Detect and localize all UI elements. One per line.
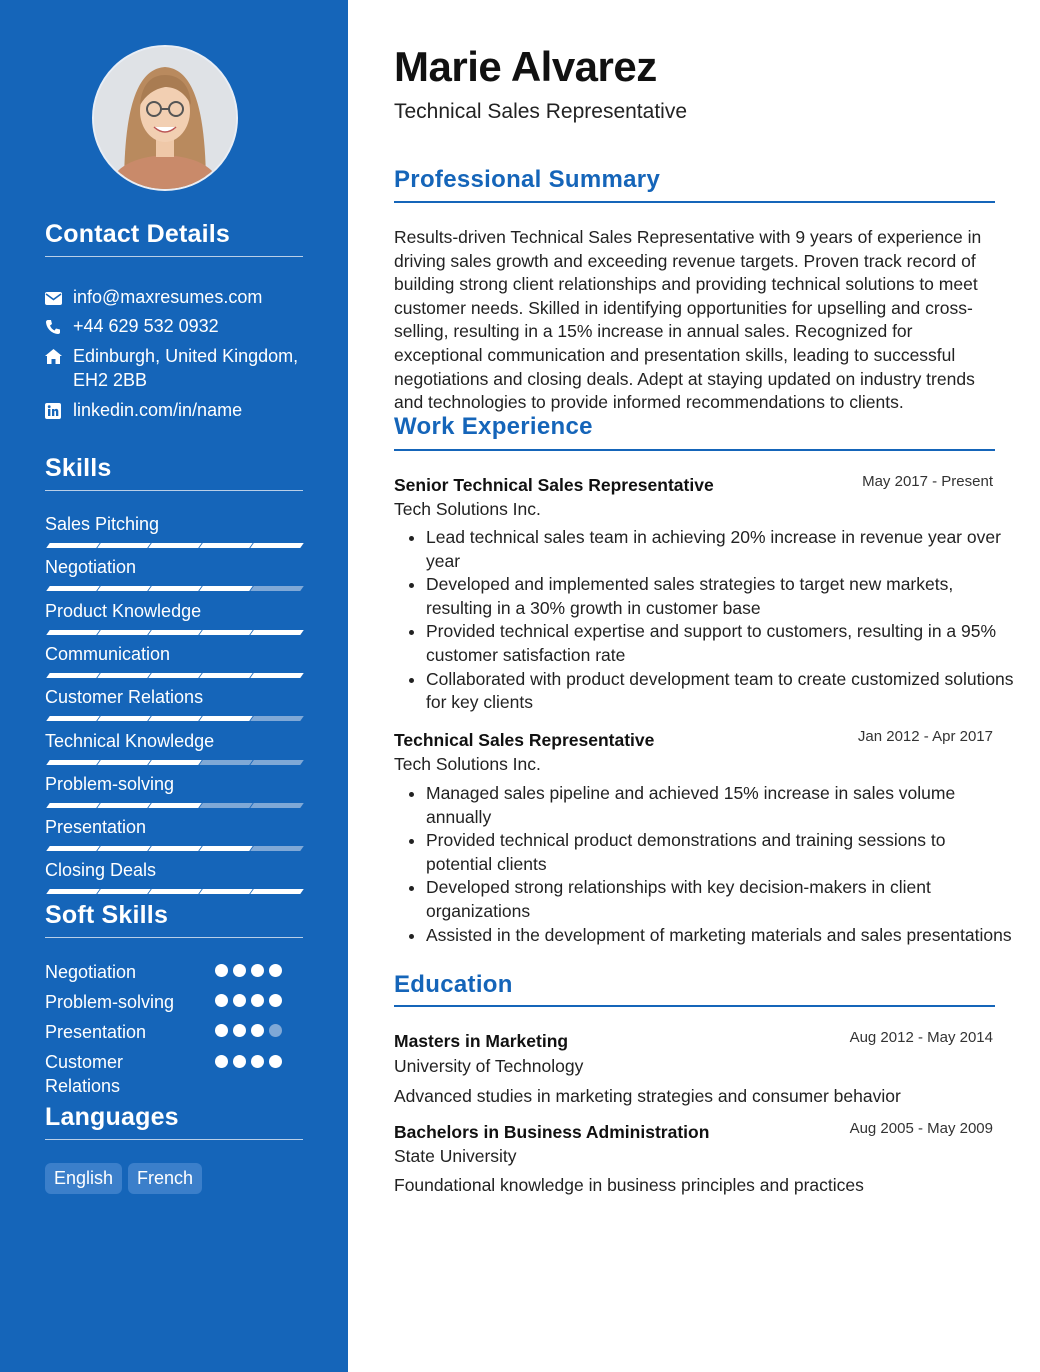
list-item: • Lead technical sales team in achieving 20% increase in revenue year over year [426,526,1016,573]
divider [394,1005,995,1007]
soft-skill-row [45,1050,195,1098]
degree-date: Aug 2012 - May 2014 [849,1029,993,1046]
degree-title: Masters in Marketing [394,1031,569,1051]
skill-level-segment [97,586,151,591]
skill-level-segment [97,846,151,851]
skill-level-segment [46,803,100,808]
skill-label: Negotiation [45,557,137,577]
contact-text: linkedin.com/in/name [73,400,243,420]
rating-dot [215,1055,228,1068]
portrait-image [94,47,236,189]
language-chip: English [45,1163,122,1194]
soft-skill-rating [215,1055,282,1068]
sidebar [0,0,348,1372]
phone-icon [45,314,73,338]
soft-skills-section-title: Soft Skills [45,901,169,929]
degree-description: Advanced studies in marketing strategies and consumer behavior [394,1086,901,1106]
soft-skill-rating [215,1024,282,1037]
contact-text: Edinburgh, United Kingdom, EH2 2BB [73,346,299,390]
rating-dot [269,1024,282,1037]
contact-email[interactable] [45,285,305,309]
job-date: May 2017 - Present [862,473,993,490]
skill-level-segment [250,846,304,851]
skill-level-segment [97,673,151,678]
school-name: State University [394,1146,517,1166]
soft-skill-label: Problem-solving [45,992,175,1012]
soft-skill-rating [215,994,282,1007]
list-item: • Managed sales pipeline and achieved 15% increase in sales volume annually [426,782,1016,829]
skill-level-segment [46,586,100,591]
divider [394,449,995,451]
candidate-role: Technical Sales Representative [394,100,687,123]
skill-label: Problem-solving [45,774,175,794]
degree-title: Bachelors in Business Administration [394,1122,710,1142]
contact-address [45,344,305,392]
divider [45,1139,303,1140]
skill-level-segment [199,586,253,591]
skill-level-segment [250,803,304,808]
skill-level-segment [199,760,253,765]
skill-level-segment [148,803,202,808]
skill-label: Presentation [45,817,147,837]
summary-section-title: Professional Summary [394,166,661,193]
contact-section-title: Contact Details [45,220,230,248]
skill-label: Sales Pitching [45,514,160,534]
skill-level-segment [97,760,151,765]
list-item: • Provided technical expertise and support to customers, resulting in a 95% customer satisfaction rate [426,620,1016,667]
skill-label: Product Knowledge [45,601,202,621]
skill-level-segment [199,846,253,851]
rating-dot [269,964,282,977]
avatar [92,45,238,191]
skill-level-segment [250,586,304,591]
linkedin-icon [45,398,73,422]
skill-level-segment [250,543,304,548]
degree-description: Foundational knowledge in business principles and practices [394,1175,864,1195]
list-item: • Provided technical product demonstrations and training sessions to potential clients [426,829,1016,876]
skill-level-segment [199,803,253,808]
skill-level-segment [148,846,202,851]
skill-level-segment [250,716,304,721]
rating-dot [215,964,228,977]
skill-level-segment [148,586,202,591]
summary-text: Results-driven Technical Sales Representative with 9 years of experience in driving sales growth and exceeding revenue targets. Proven track record of building strong client relationships and providing technical solutions to meet customer needs. Skilled in identifying opportunities for upselling and cross-selling, resulting in a 15% increase in annual sales. Recognized for exceptional communication and presentation skills, leading to successful negotiations and closing deals. Adept at staying updated on industry trends and technologies to provide informed recommendations to clients. [394,227,982,413]
contact-phone[interactable] [45,314,305,338]
skill-level-bar [45,889,303,895]
skill-level-segment [97,889,151,894]
envelope-icon [45,285,73,309]
rating-dot [215,1024,228,1037]
contact-linkedin[interactable] [45,398,305,422]
skill-level-segment [97,630,151,635]
skill-level-segment [97,803,151,808]
skill-level-bar [45,803,303,809]
job-bullets [394,782,1016,947]
skill-level-segment [46,846,100,851]
soft-skill-label: Negotiation [45,962,137,982]
skill-level-segment [46,543,100,548]
skill-label: Technical Knowledge [45,731,215,751]
rating-dot [233,964,246,977]
skill-level-bar [45,673,303,679]
job-company: Tech Solutions Inc. [394,499,541,519]
skill-level-segment [148,673,202,678]
skill-level-segment [250,630,304,635]
divider [394,201,995,203]
rating-dot [269,994,282,1007]
rating-dot [251,1024,264,1037]
languages-section-title: Languages [45,1103,179,1131]
skill-level-segment [199,889,253,894]
skill-level-segment [199,630,253,635]
soft-skill-label: Customer Relations [45,1052,124,1096]
skill-level-bar [45,846,303,852]
divider [45,937,303,938]
skill-level-segment [250,673,304,678]
skill-level-bar [45,716,303,722]
skill-level-segment [199,716,253,721]
rating-dot [251,1055,264,1068]
skill-level-segment [46,673,100,678]
skill-level-segment [250,889,304,894]
divider [45,256,303,257]
list-item: • Developed strong relationships with key decision-makers in client organizations [426,876,1016,923]
rating-dot [269,1055,282,1068]
job-title: Technical Sales Representative [394,730,655,750]
skill-level-segment [199,673,253,678]
contact-text: info@maxresumes.com [73,287,263,307]
degree-date: Aug 2005 - May 2009 [849,1120,993,1137]
skill-level-segment [97,543,151,548]
job-company: Tech Solutions Inc. [394,754,541,774]
skills-section-title: Skills [45,454,112,482]
rating-dot [233,1024,246,1037]
experience-section-title: Work Experience [394,413,593,440]
skill-level-segment [97,716,151,721]
list-item: • Developed and implemented sales strategies to target new markets, resulting in a 30% growth in customer base [426,573,1016,620]
skill-level-segment [46,760,100,765]
list-item: • Assisted in the development of marketing materials and sales presentations [426,924,1016,948]
skill-level-segment [148,543,202,548]
skill-level-segment [148,889,202,894]
skill-level-bar [45,630,303,636]
skill-level-bar [45,760,303,766]
skill-label: Closing Deals [45,860,157,880]
rating-dot [251,994,264,1007]
rating-dot [215,994,228,1007]
skill-label: Customer Relations [45,687,204,707]
skill-level-segment [148,630,202,635]
rating-dot [251,964,264,977]
job-title: Senior Technical Sales Representative [394,475,714,495]
candidate-name: Marie Alvarez [394,43,657,90]
job-bullets [394,526,1016,715]
job-date: Jan 2012 - Apr 2017 [857,728,993,745]
school-name: University of Technology [394,1056,584,1076]
soft-skill-label: Presentation [45,1022,147,1042]
home-icon [45,344,73,392]
language-chip: French [128,1163,202,1194]
skill-level-segment [199,543,253,548]
rating-dot [233,1055,246,1068]
skill-level-segment [148,760,202,765]
skill-level-segment [46,630,100,635]
education-section-title: Education [394,971,513,998]
soft-skill-rating [215,964,282,977]
skill-level-segment [250,760,304,765]
skill-level-bar [45,586,303,592]
list-item: • Collaborated with product development team to create customized solutions for key clients [426,668,1016,715]
skill-label: Communication [45,644,171,664]
divider [45,490,303,491]
rating-dot [233,994,246,1007]
skill-level-segment [46,889,100,894]
skill-level-bar [45,543,303,549]
contact-text: +44 629 532 0932 [73,316,219,336]
skill-level-segment [46,716,100,721]
skill-level-segment [148,716,202,721]
